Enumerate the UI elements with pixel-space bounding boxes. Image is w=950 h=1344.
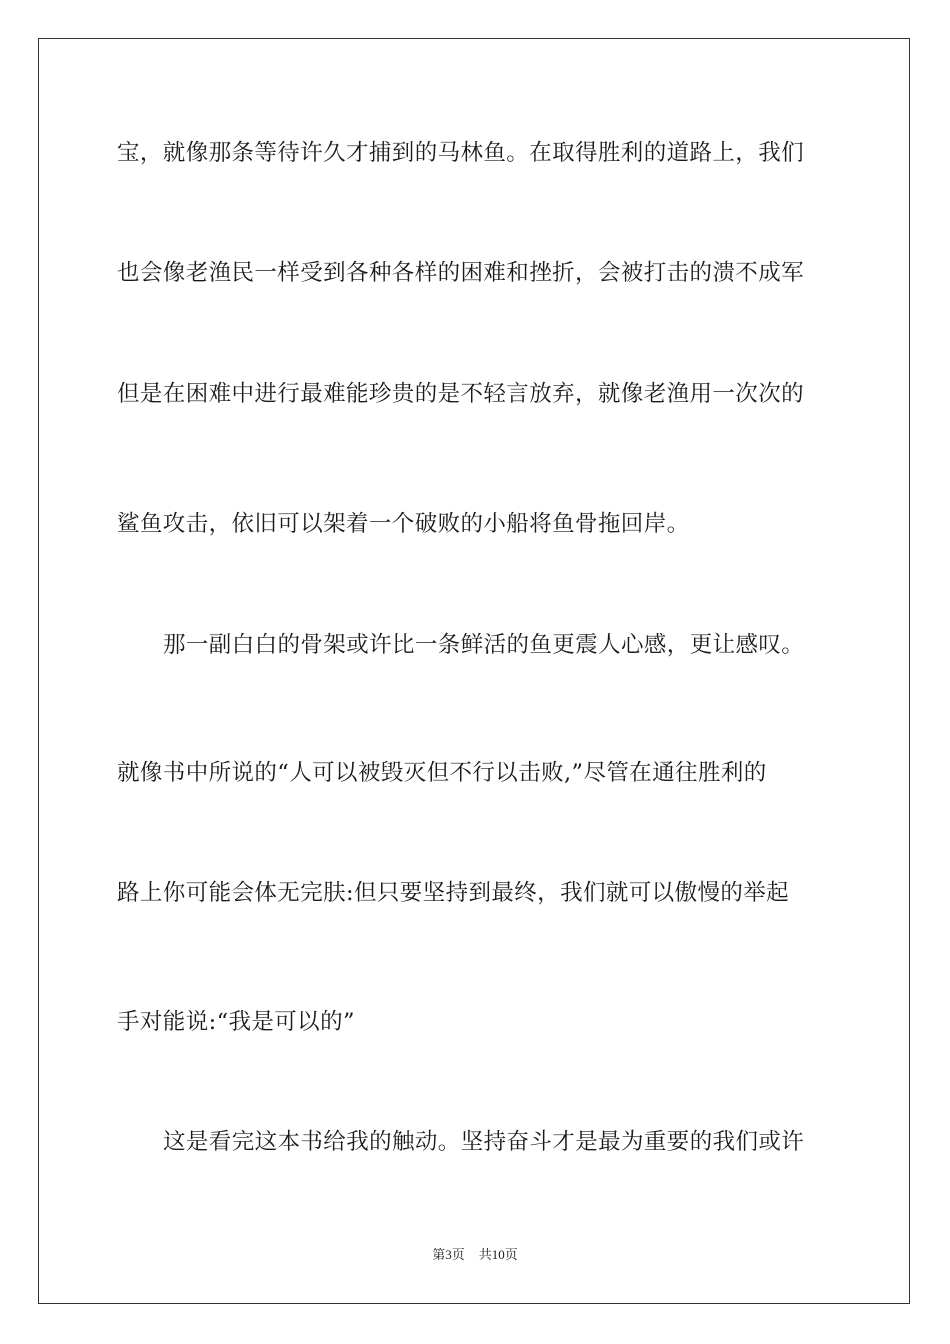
text-line: 手对能说:“我是可以的” <box>117 1009 355 1035</box>
page-total: 共10页 <box>478 1247 518 1262</box>
text-line: 就像书中所说的“人可以被毁灭但不行以击败,”尽管在通往胜利的 <box>117 760 767 786</box>
text-line: 也会像老渔民一样受到各种各样的困难和挫折，会被打击的溃不成军 <box>117 260 805 286</box>
text-line: 这是看完这本书给我的触动。坚持奋斗才是最为重要的我们或许 <box>163 1129 805 1155</box>
text-line: 但是在困难中进行最难能珍贵的是不轻言放弃，就像老渔用一次次的 <box>117 381 805 407</box>
page-border <box>38 38 910 1304</box>
text-line: 鲨鱼攻击，依旧可以架着一个破败的小船将鱼骨拖回岸。 <box>117 511 690 537</box>
page-footer <box>0 1246 950 1264</box>
text-line: 路上你可能会体无完肤:但只要坚持到最终，我们就可以傲慢的举起 <box>117 880 790 906</box>
text-line: 那一副白白的骨架或许比一条鲜活的鱼更震人心感，更让感叹。 <box>163 632 805 658</box>
page-number: 第3页 <box>432 1247 465 1262</box>
text-line: 宝，就像那条等待许久才捕到的马林鱼。在取得胜利的道路上，我们 <box>117 140 805 166</box>
